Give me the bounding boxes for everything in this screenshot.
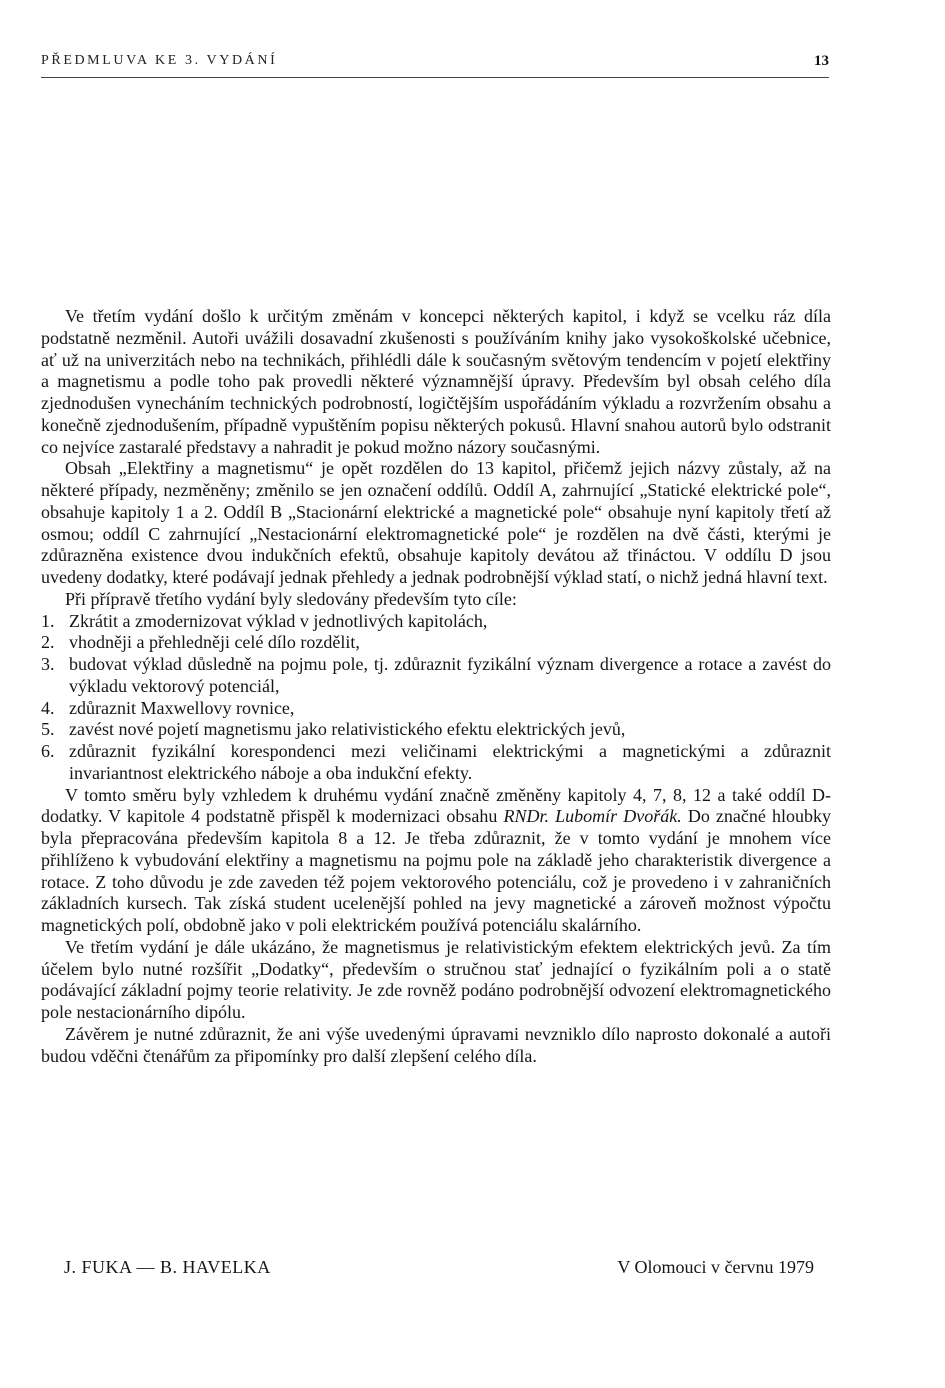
paragraph-contents-structure: Obsah „Elektřiny a magnetismu“ je opět rozdělen do 13 kapitol, přičemž jejich názvy zůstaly, až na některé případy, nezměněny; změnilo se jen označení oddílů. Oddíl A, zahrnující „Statické elektrické pole“, obsahuje kapitoly 1 a 2. Oddíl B „Stacionární elektrické a magnetické pole“ obsahuje nyní kapitoly třetí až osmou; oddíl C zahrnující „Nestacionární elektromagnetické pole“ je rozdělen na dvě části, kterými je zdůrazněna existence dvou indukčních efektů, obsahuje kapitoly devátou až třináctou. V oddílu D jsou uvedeny dodatky, které podávají jednak přehledy a jednak podrobnější výklad statí, o nichž jedná hlavní text. xyxy=(41,458,831,587)
paragraph-conclusion: Závěrem je nutné zdůraznit, že ani výše uvedenými úpravami nevzniklo dílo naprosto dokonalé a autoři budou vděčni čtenářům za připomínky pro další zlepšení celého díla. xyxy=(41,1023,831,1066)
paragraph-changes xyxy=(41,785,831,937)
page-header xyxy=(41,53,829,83)
goal-text: zdůraznit Maxwellovy rovnice, xyxy=(69,697,295,718)
paragraph-revisions-intro: Ve třetím vydání došlo k určitým změnám v koncepci některých kapitol, i když se vcelku ráz díla podstatně nezměnil. Autoři uvážili dosavadní zkušenosti s používáním knihy jako vysokoškolské učebnice, ať už na univerzitách nebo na technikách, přihlédli dále k současným světovým tendencím v pojetí elektřiny a magnetismu a podle toho pak provedli některé významnější úpravy. Především byl obsah celého díla zjednodušen vynecháním technických podrobností, logičtějším uspořádáním výkladu a rozvržením obsahu a konečně zjednodušením, případně vypuštěním popisu některých pokusů. Hlavní snahou autorů bylo odstranit co nejvíce zastaralé představy a nahradit je pokud možno názory současnými. xyxy=(41,306,831,457)
goal-item xyxy=(41,719,831,741)
place-date: V Olomouci v červnu 1979 xyxy=(617,1257,814,1277)
contributor-name: RNDr. Lubomír Dvořák. xyxy=(503,806,682,827)
goal-item xyxy=(41,611,831,633)
goals-list xyxy=(41,611,831,785)
goal-number: 5. xyxy=(41,719,55,740)
goal-number: 3. xyxy=(41,654,55,674)
preface-body xyxy=(41,306,831,1067)
goal-text: budovat výklad důsledně na pojmu pole, tj. zdůraznit fyzikální význam divergence a rotace a zavést do výkladu vektorový potenciál, xyxy=(69,654,831,696)
running-title: PŘEDMLUVA KE 3. VYDÁNÍ xyxy=(41,53,278,68)
goal-text: vhodněji a přehledněji celé dílo rozdělit, xyxy=(69,632,360,653)
signature-line xyxy=(64,1257,814,1281)
goal-text: Zkrátit a zmodernizovat výklad v jednotlivých kapitolách, xyxy=(69,610,488,631)
authors: J. FUKA — B. HAVELKA xyxy=(64,1257,271,1277)
page-number: 13 xyxy=(814,53,829,69)
goal-number: 1. xyxy=(41,610,55,631)
goal-text: zavést nové pojetí magnetismu jako relativistického efektu elektrických jevů, xyxy=(69,719,626,740)
goal-number: 2. xyxy=(41,632,55,653)
paragraph-relativity: Ve třetím vydání je dále ukázáno, že magnetismus je relativistickým efektem elektrických jevů. Za tím účelem bylo nutné rozšířit „Dodatky“, především o stručnou stať jednající o fyzikálním poli a o statě podávající základní pojmy teorie relativity. Je zde rovněž podáno podrobnější odvození elektromagnetického pole nestacionárního dipólu. xyxy=(41,936,831,1022)
goal-text: zdůraznit fyzikální korespondenci mezi veličinami elektrickými a magnetickými a zdůraznit invariantnost elektrického náboje a oba indukční efekty. xyxy=(69,741,831,783)
goal-number: 4. xyxy=(41,697,55,718)
goal-item xyxy=(41,632,831,654)
goal-item xyxy=(41,654,831,698)
header-rule xyxy=(41,77,829,78)
paragraph-changes-rest: Do značné hloubky byla přepracována především kapitola 8 a 12. Je třeba zdůraznit, že v tomto vydání je mnohem více přihlíženo k vybudování elektřiny a magnetismu na pojmu pole na základě jeho charakteristik divergence a rotace. Z toho důvodu je zde zaveden též pojem vektorového potenciálu, což je provedeno i v zahraničních základních kursech. Tak získá student ucelenější pohled na jevy magnetické a zároveň možnost výpočtu magnetických polí, obdobně jako v poli elektrickém používá potenciálu skalárního. xyxy=(41,806,831,935)
paragraph-goals-intro: Při přípravě třetího vydání byly sledovány především tyto cíle: xyxy=(65,588,517,609)
paragraph-changes-lead: V tomto směru byly vzhledem k druhému vydání značně změněny kapitoly 4, 7, 8, 12 a také oddíl D-dodatky. V kapitole 4 podstatně přispěl k modernizaci obsahu xyxy=(41,784,831,827)
goal-item xyxy=(41,698,831,720)
goal-item xyxy=(41,741,831,785)
goal-number: 6. xyxy=(41,741,55,761)
